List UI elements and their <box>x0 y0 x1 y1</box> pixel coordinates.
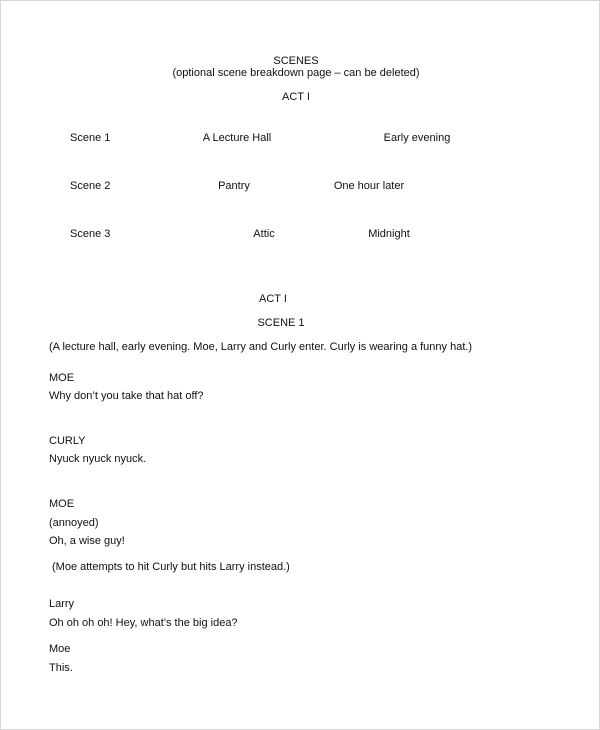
scenes-subheading: (optional scene breakdown page – can be deleted) <box>172 67 420 79</box>
dialogue-line: Nyuck nyuck nyuck. <box>49 453 147 465</box>
dialogue-line: Oh, a wise guy! <box>49 535 125 547</box>
scenes-heading: SCENES <box>273 55 319 67</box>
scene-row-3-time: Midnight <box>368 228 410 240</box>
character-name: MOE <box>49 498 75 510</box>
character-name: MOE <box>49 372 75 384</box>
scene-row-2-time: One hour later <box>333 180 405 192</box>
scenes-act-label: ACT I <box>282 91 310 103</box>
script-scene-heading: SCENE 1 <box>257 317 305 329</box>
character-name: Larry <box>49 598 75 610</box>
scene-row-3-location: Attic <box>253 228 275 240</box>
dialogue-line: This. <box>49 662 73 674</box>
dialogue-line: Oh oh oh oh! Hey, what’s the big idea? <box>49 617 238 629</box>
stage-direction: (Moe attempts to hit Curly but hits Larry instead.) <box>52 561 290 573</box>
script-act-heading: ACT I <box>259 293 287 305</box>
scene-row-1-location: A Lecture Hall <box>202 132 272 144</box>
scene-row-1-number: Scene 1 <box>70 132 111 144</box>
dialogue-line: Why don’t you take that hat off? <box>49 390 204 402</box>
scene-row-3-number: Scene 3 <box>70 228 111 240</box>
character-name: CURLY <box>49 435 86 447</box>
stage-direction: (A lecture hall, early evening. Moe, Larry and Curly enter. Curly is wearing a funny hat.) <box>49 341 473 353</box>
scene-row-2-location: Pantry <box>218 180 250 192</box>
parenthetical: (annoyed) <box>49 517 99 529</box>
character-name: Moe <box>49 643 71 655</box>
scene-row-2-number: Scene 2 <box>70 180 111 192</box>
scene-row-1-time: Early evening <box>383 132 451 144</box>
